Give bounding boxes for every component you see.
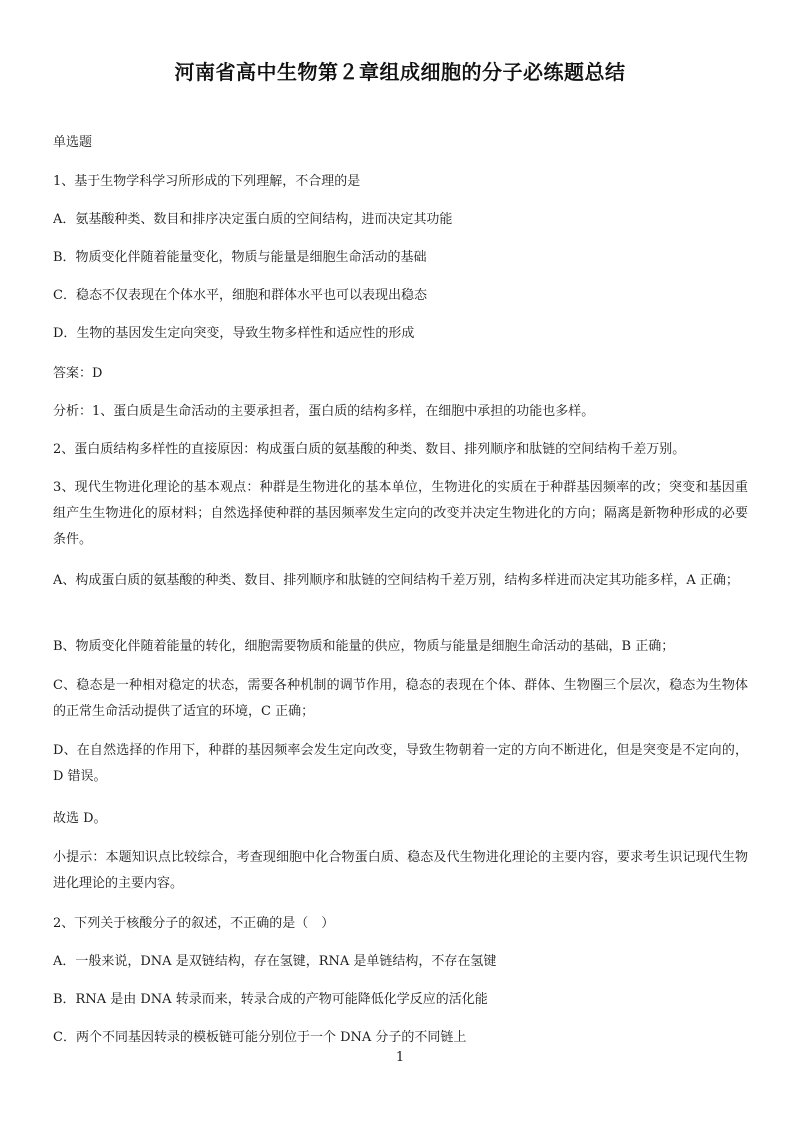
explanation-c: C、稳态是一种相对稳定的状态，需要各种机制的调节作用，稳态的表现在个体、群体、生物圈三个层次，稳态为生物体的正常生命活动提供了适宜的环境，C 正确； (53, 678, 748, 719)
explanation-a: A、构成蛋白质的氨基酸的种类、数目、排列顺序和肽链的空间结构千差万别，结构多样进而决定其功能多样，A 正确； (53, 573, 739, 588)
question-1-option-a: A．氨基酸种类、数目和排序决定蛋白质的空间结构，进而决定其功能 (53, 212, 453, 227)
analysis-paragraph-3: 3、现代生物进化理论的基本观点：种群是生物进化的基本单位，生物进化的实质在于种群基因频率的改；突变和基因重组产生生物进化的原材料；自然选择使种群的基因频率发生定向的改变并决定生物进化的方向；隔离是新物种形成的必要条件。 (53, 480, 748, 547)
question-1-conclusion: 故选 D。 (53, 811, 107, 826)
page-number: 1 (395, 1050, 405, 1065)
question-1-answer: 答案：D (53, 366, 103, 381)
question-2-option-c: C．两个不同基因转录的模板链可能分别位于一个 DNA 分子的不同链上 (53, 1030, 467, 1045)
explanation-d: D、在自然选择的作用下，种群的基因频率会发生定向改变，导致生物朝着一定的方向不断进化，但是突变是不定向的，D 错误。 (53, 743, 748, 784)
question-1-option-b: B．物质变化伴随着能量变化，物质与能量是细胞生命活动的基础 (53, 250, 427, 265)
page-title: 河南省高中生物第２章组成细胞的分子必练题总结 (174, 60, 626, 84)
section-label: 单选题 (53, 135, 93, 150)
analysis-paragraph-1: 分析：1、蛋白质是生命活动的主要承担者，蛋白质的结构多样，在细胞中承担的功能也多样。 (53, 404, 595, 419)
question-2-option-a: A．一般来说，DNA 是双链结构，存在氢键，RNA 是单链结构，不存在氢键 (53, 954, 497, 969)
question-1-tip: 小提示：本题知识点比较综合，考查现细胞中化合物蛋白质、稳态及代生物进化理论的主要内容，要求考生识记现代生物进化理论的主要内容。 (53, 850, 748, 891)
question-2-option-b: B．RNA 是由 DNA 转录而来，转录合成的产物可能降低化学反应的活化能 (53, 992, 488, 1007)
question-1-option-d: D．生物的基因发生定向突变，导致生物多样性和适应性的形成 (53, 326, 415, 341)
question-1-option-c: C．稳态不仅表现在个体水平，细胞和群体水平也可以表现出稳态 (53, 288, 427, 303)
question-1-stem: 1、基于生物学科学习所形成的下列理解，不合理的是 (53, 174, 361, 189)
explanation-b: B、物质变化伴随着能量的转化，细胞需要物质和能量的供应，物质与能量是细胞生命活动的基础，B 正确； (53, 639, 675, 654)
analysis-paragraph-2: 2、蛋白质结构多样性的直接原因：构成蛋白质的氨基酸的种类、数目、排列顺序和肽链的空间结构千差万别。 (53, 442, 686, 457)
question-2-stem: 2、下列关于核酸分子的叙述，不正确的是（ ） (53, 916, 335, 931)
